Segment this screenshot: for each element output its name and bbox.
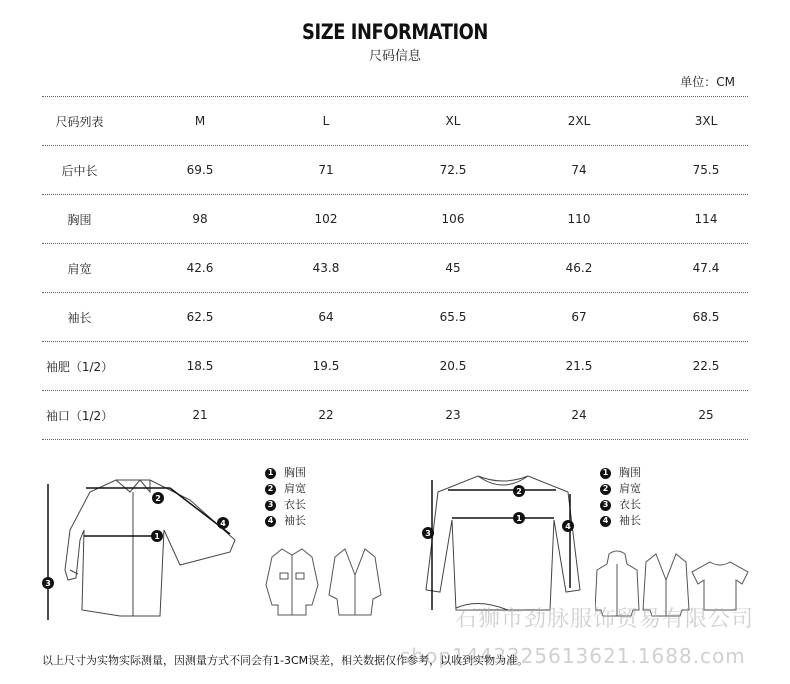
table-header-cell: 尺码列表 xyxy=(55,114,104,129)
table-cell: 23 xyxy=(445,408,461,422)
table-cell: 25 xyxy=(698,408,714,422)
table-cell: 43.8 xyxy=(312,261,340,275)
table-cell: 62.5 xyxy=(186,310,214,324)
table-cell: 75.5 xyxy=(692,163,720,177)
table-row xyxy=(42,194,748,243)
table-cell: 21.5 xyxy=(565,359,593,373)
size-table xyxy=(42,96,748,440)
table-cell: 45 xyxy=(445,261,461,275)
legend-label: 肩宽 xyxy=(284,482,306,495)
table-cell: 110 xyxy=(567,212,591,226)
table-cell: 47.4 xyxy=(692,261,720,275)
legend-item xyxy=(265,481,306,497)
row-label: 袖口（1/2） xyxy=(45,408,114,423)
table-header-cell: XL xyxy=(445,114,461,128)
unit-label: 单位：CM xyxy=(680,75,735,89)
table-cell: 69.5 xyxy=(186,163,214,177)
marker-1: 1 xyxy=(516,514,522,523)
sweater-legend xyxy=(600,465,641,529)
legend-item xyxy=(265,513,306,529)
watermark-company: 石狮市劲脉服饰贸易有限公司 xyxy=(455,607,755,632)
legend-number-icon: 4 xyxy=(265,516,276,527)
legend-item xyxy=(600,513,641,529)
table-cell: 19.5 xyxy=(312,359,340,373)
table-header-cell: M xyxy=(194,114,206,128)
table-row xyxy=(42,341,748,390)
marker-2: 2 xyxy=(155,494,161,503)
jacket-icon xyxy=(262,545,322,620)
table-cell: 68.5 xyxy=(692,310,720,324)
table-row xyxy=(42,390,748,440)
marker-4: 4 xyxy=(220,519,226,528)
table-cell: 67 xyxy=(571,310,587,324)
legend-number-icon: 3 xyxy=(265,500,276,511)
legend-number-icon: 1 xyxy=(265,468,276,479)
legend-number-icon: 4 xyxy=(600,516,611,527)
sweater-measurement-diagram xyxy=(418,470,588,620)
legend-item xyxy=(265,497,306,513)
table-cell: 24 xyxy=(571,408,587,422)
row-label: 胸围 xyxy=(67,212,92,227)
page-subtitle: 尺码信息 xyxy=(368,49,421,64)
shirt-legend xyxy=(265,465,306,529)
row-label: 袖肥（1/2） xyxy=(45,359,114,374)
table-row xyxy=(42,145,748,194)
table-cell: 114 xyxy=(694,212,718,226)
blazer-icon xyxy=(325,545,385,620)
legend-number-icon: 2 xyxy=(265,484,276,495)
legend-item xyxy=(265,465,306,481)
marker-2: 2 xyxy=(516,487,522,496)
table-header-row xyxy=(42,96,748,145)
table-cell: 21 xyxy=(192,408,208,422)
table-cell: 72.5 xyxy=(439,163,467,177)
table-cell: 71 xyxy=(318,163,334,177)
table-cell: 42.6 xyxy=(186,261,214,275)
table-header-cell: 2XL xyxy=(567,114,591,128)
legend-number-icon: 3 xyxy=(600,500,611,511)
table-cell: 18.5 xyxy=(186,359,214,373)
table-cell: 74 xyxy=(571,163,587,177)
legend-item xyxy=(600,497,641,513)
table-header-cell: 3XL xyxy=(694,114,718,128)
legend-label: 胸围 xyxy=(619,466,641,479)
legend-label: 胸围 xyxy=(284,466,306,479)
legend-label: 衣长 xyxy=(284,498,306,511)
table-cell: 65.5 xyxy=(439,310,467,324)
legend-label: 袖长 xyxy=(284,514,306,527)
table-cell: 20.5 xyxy=(439,359,467,373)
table-row xyxy=(42,243,748,292)
table-cell: 106 xyxy=(441,212,465,226)
table-cell: 98 xyxy=(192,212,208,226)
legend-item xyxy=(600,465,641,481)
footer-note: 以上尺寸为实物实际测量，因测量方式不同会有1-3CM误差，相关数据仅作参考，以收到实物为准。 xyxy=(42,654,529,667)
row-label: 后中长 xyxy=(61,163,98,178)
marker-3: 3 xyxy=(45,579,51,588)
shirt-measurement-diagram xyxy=(40,470,270,630)
marker-3: 3 xyxy=(425,529,431,538)
table-cell: 22 xyxy=(318,408,334,422)
table-row xyxy=(42,292,748,341)
legend-item xyxy=(600,481,641,497)
watermark-url: shop1443325613621.1688.com xyxy=(400,644,746,668)
table-cell: 102 xyxy=(314,212,338,226)
legend-number-icon: 2 xyxy=(600,484,611,495)
legend-number-icon: 1 xyxy=(600,468,611,479)
legend-label: 衣长 xyxy=(619,498,641,511)
marker-4: 4 xyxy=(565,522,571,531)
legend-label: 肩宽 xyxy=(619,482,641,495)
legend-label: 袖长 xyxy=(619,514,641,527)
row-label: 肩宽 xyxy=(67,261,92,276)
table-header-cell: L xyxy=(322,114,330,128)
table-cell: 22.5 xyxy=(692,359,720,373)
marker-1: 1 xyxy=(154,532,160,541)
table-cell: 64 xyxy=(318,310,334,324)
table-cell: 46.2 xyxy=(565,261,593,275)
page-title: SIZE INFORMATION xyxy=(302,20,488,44)
row-label: 袖长 xyxy=(67,310,92,325)
